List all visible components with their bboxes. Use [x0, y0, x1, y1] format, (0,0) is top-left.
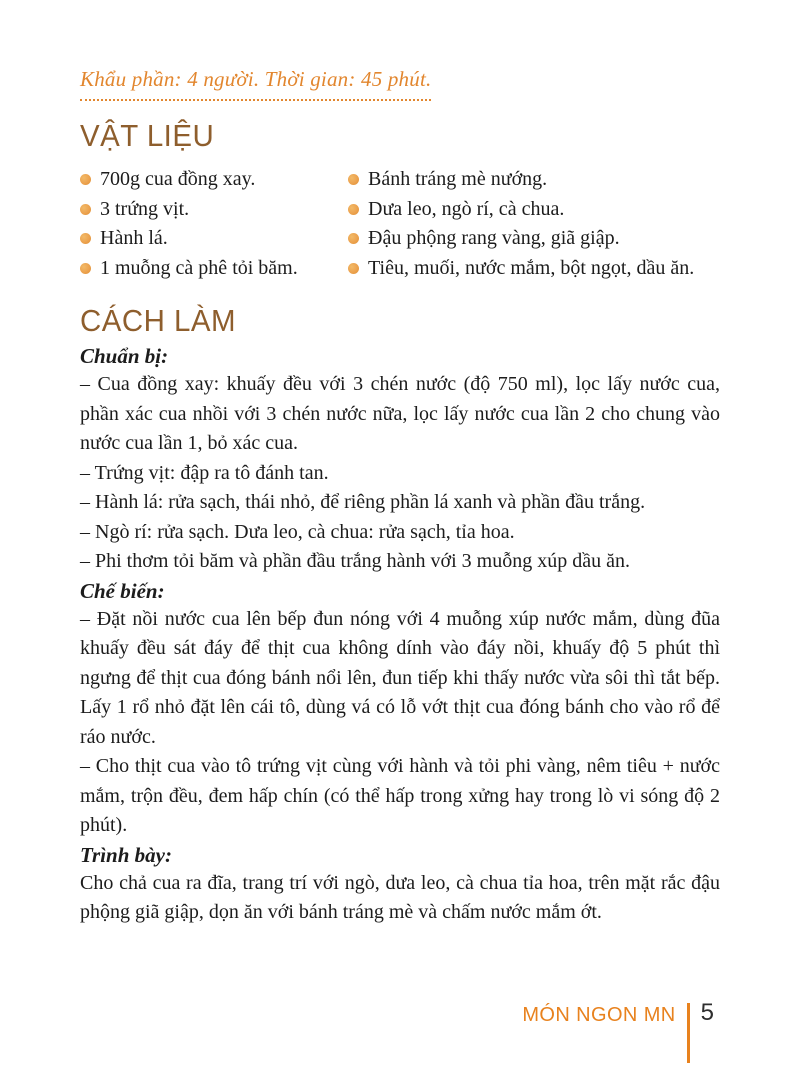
- method-paragraph: Cho chả cua ra đĩa, trang trí với ngò, dưa leo, cà chua tỉa hoa, trên mặt rắc đậu phộng giã giập, dọn ăn với bánh tráng mè và chấm nước mắm ớt.: [80, 871, 720, 923]
- ingredient-text: 3 trứng vịt.: [100, 197, 190, 220]
- method-section-presentation: [80, 841, 720, 928]
- serving-info-block: [80, 66, 720, 101]
- ingredients-heading: VẬT LIỆU: [80, 118, 215, 153]
- method-paragraph: – Đặt nồi nước cua lên bếp đun nóng với 4 muỗng xúp nước mắm, dùng đũa khuấy đều sát đáy để thịt cua không dính vào đáy nồi, khuấy độ 5 phút thì ngưng để thịt cua đóng bánh nổi lên, đun tiếp khi thấy nước vừa sôi thì tắt bếp. Lấy 1 rổ nhỏ đặt lên cái tô, dùng vá có lỗ vớt thịt cua đóng bánh cho vào rổ để ráo nước.: [80, 607, 720, 748]
- ingredient-text: Đậu phộng rang vàng, giã giập.: [368, 227, 620, 249]
- page-footer: [522, 995, 714, 1063]
- method-paragraph: – Phi thơm tỏi băm và phần đầu trắng hành với 3 muỗng xúp dầu ăn.: [80, 550, 630, 572]
- ingredient-text: Tiêu, muối, nước mắm, bột ngọt, dầu ăn.: [368, 256, 695, 279]
- method-paragraph: – Hành lá: rửa sạch, thái nhỏ, để riêng phần lá xanh và phần đầu trắng.: [80, 491, 646, 513]
- ingredient-item: [80, 199, 348, 220]
- ingredient-item: [348, 169, 720, 190]
- ingredient-text: 1 muỗng cà phê tỏi băm.: [100, 256, 298, 279]
- bullet-icon: [80, 204, 91, 215]
- bullet-icon: [348, 204, 359, 215]
- ingredients-left-column: [80, 169, 348, 287]
- page-number: 5: [700, 999, 714, 1026]
- ingredients-right-column: [348, 169, 720, 287]
- method-paragraph: – Trứng vịt: đập ra tô đánh tan.: [80, 461, 329, 484]
- ingredient-text: Bánh tráng mè nướng.: [368, 168, 548, 190]
- bullet-icon: [348, 263, 359, 274]
- sub-heading-preparation: Chuẩn bị:: [80, 344, 169, 368]
- ingredient-item: [80, 258, 348, 279]
- bullet-icon: [348, 233, 359, 244]
- ingredient-item: [80, 169, 348, 190]
- ingredient-item: [348, 199, 720, 220]
- sub-heading-cooking: Chế biến:: [80, 578, 165, 603]
- method-paragraph: – Ngò rí: rửa sạch. Dưa leo, cà chua: rửa sạch, tỉa hoa.: [80, 520, 515, 543]
- ingredient-text: Hành lá.: [100, 227, 168, 249]
- bullet-icon: [80, 233, 91, 244]
- ingredient-text: Dưa leo, ngò rí, cà chua.: [368, 197, 565, 220]
- method-section-preparation: [80, 342, 720, 577]
- footer-divider: [687, 1003, 690, 1063]
- ingredient-item: [348, 258, 720, 279]
- method-paragraph: – Cho thịt cua vào tô trứng vịt cùng với hành và tỏi phi vàng, nêm tiêu + nước mắm, trộn đều, đem hấp chín (có thể hấp trong xửng hay trong lò vi sóng độ 2 phút).: [80, 755, 720, 836]
- ingredient-item: [348, 228, 720, 249]
- ingredients-list: [80, 169, 720, 287]
- ingredient-text: 700g cua đồng xay.: [100, 168, 256, 190]
- bullet-icon: [348, 174, 359, 185]
- sub-heading-presentation: Trình bày:: [80, 842, 172, 867]
- method-section-cooking: [80, 577, 720, 841]
- bullet-icon: [80, 263, 91, 274]
- ingredient-item: [80, 228, 348, 249]
- serving-info: Khẩu phần: 4 người. Thời gian: 45 phút.: [80, 66, 431, 101]
- method-paragraph: – Cua đồng xay: khuấy đều với 3 chén nước (độ 750 ml), lọc lấy nước cua, phần xác cua nhồi với 3 chén nước nữa, lọc lấy nước cua lần 2 cho chung vào nước cua lần 1, bỏ xác cua.: [80, 373, 720, 454]
- method-heading: CÁCH LÀM: [80, 303, 236, 338]
- book-title: MÓN NGON MN: [522, 1004, 676, 1026]
- bullet-icon: [80, 174, 91, 185]
